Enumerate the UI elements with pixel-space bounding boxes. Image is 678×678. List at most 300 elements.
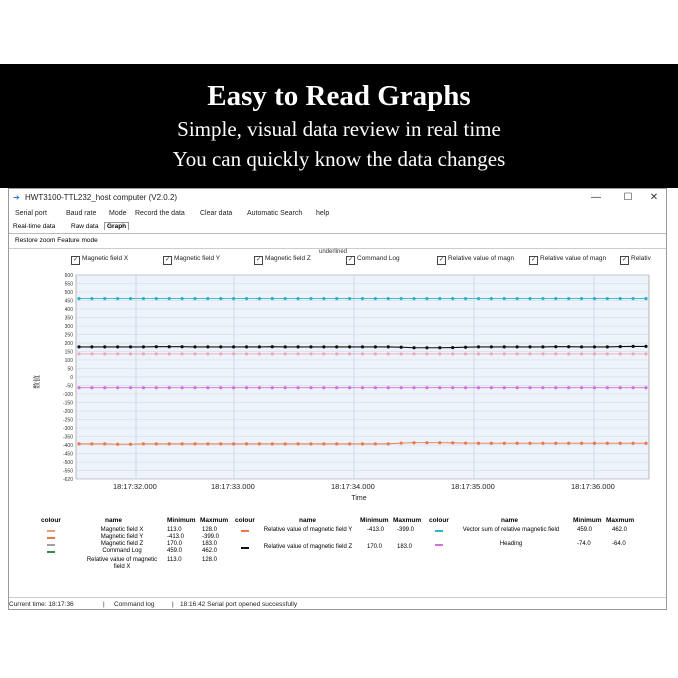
series-name: Relative value of magnetic field Z — [263, 544, 353, 550]
data-point — [206, 352, 209, 355]
y-tick-label: 250 — [64, 332, 73, 339]
data-point — [400, 441, 403, 444]
data-point — [606, 386, 609, 389]
min-value: 113.0 — [167, 527, 182, 533]
y-tick-label: -500 — [62, 460, 73, 466]
data-point — [503, 442, 506, 445]
window-title: HWT3100-TTL232_host computer (V2.0.2) — [25, 193, 178, 202]
data-point — [387, 345, 390, 348]
data-point — [632, 442, 635, 445]
data-point — [503, 297, 506, 300]
data-point — [335, 386, 338, 389]
data-point — [528, 297, 531, 300]
data-point — [361, 352, 364, 355]
data-point — [632, 352, 635, 355]
restore-zoom-option[interactable]: Restore zoom Feature mode — [15, 237, 98, 244]
data-point — [632, 345, 635, 348]
data-point — [309, 442, 312, 445]
y-tick-label: -200 — [62, 409, 73, 415]
data-point — [438, 441, 441, 444]
checkbox-icon[interactable]: ✓ — [438, 257, 445, 263]
data-point — [129, 386, 132, 389]
data-point — [296, 386, 299, 389]
colour-swatch — [241, 530, 249, 532]
data-point — [296, 352, 299, 355]
data-point — [593, 386, 596, 389]
colour-swatch — [47, 551, 55, 553]
y-tick-label: 150 — [64, 349, 73, 356]
max-value: 462.0 — [612, 527, 628, 533]
data-point — [206, 442, 209, 445]
data-point — [593, 297, 596, 300]
banner-title: Easy to Read Graphs — [207, 80, 471, 112]
data-point — [567, 442, 570, 445]
data-point — [206, 345, 209, 348]
status-bar — [9, 597, 666, 611]
colour-swatch — [47, 544, 55, 546]
status-message: 18:16:42 Serial port opened successfully — [180, 601, 298, 608]
max-value: -399.0 — [202, 534, 220, 540]
data-point — [425, 386, 428, 389]
y-tick-label: 50 — [67, 366, 73, 373]
chart-grid — [76, 275, 649, 479]
data-point — [258, 386, 261, 389]
data-point — [245, 386, 248, 389]
data-point — [554, 297, 557, 300]
menu-baud-rate[interactable]: Baud rate — [66, 210, 97, 217]
series-name: Relative value of magnetic field Y — [263, 527, 353, 533]
data-point — [438, 352, 441, 355]
data-point — [116, 443, 119, 446]
data-point — [142, 386, 145, 389]
checkbox-icon[interactable]: ✓ — [164, 257, 171, 263]
data-point — [77, 386, 80, 389]
data-point — [77, 297, 80, 300]
data-point — [503, 352, 506, 355]
data-point — [155, 386, 158, 389]
data-point — [129, 345, 132, 348]
data-point — [232, 442, 235, 445]
data-point — [361, 442, 364, 445]
x-tick-label: 18:17:36.000 — [571, 482, 615, 491]
status-separator: | — [172, 601, 174, 608]
data-point — [425, 441, 428, 444]
x-axis-label: Time — [351, 495, 367, 502]
current-time: Current time: 18:17:36 — [9, 601, 74, 608]
data-point — [168, 345, 171, 348]
minimize-button[interactable]: — — [591, 192, 601, 203]
data-point — [644, 352, 647, 355]
data-point — [503, 345, 506, 348]
toggle-magnetic-field-y[interactable]: ✓ Magnetic field Y — [164, 255, 221, 263]
data-point — [644, 442, 647, 445]
data-point — [309, 386, 312, 389]
data-point — [490, 297, 493, 300]
data-point — [503, 386, 506, 389]
data-point — [271, 352, 274, 355]
data-point — [206, 386, 209, 389]
data-point — [425, 346, 428, 349]
status-separator: | — [103, 601, 105, 608]
header-name-1: name — [105, 517, 122, 524]
close-button[interactable]: ✕ — [649, 192, 659, 203]
app-window — [8, 188, 667, 610]
data-point — [258, 442, 261, 445]
toggle-command-log[interactable]: ✓ Command Log — [347, 255, 400, 263]
data-point — [387, 442, 390, 445]
data-point — [142, 345, 145, 348]
data-point — [541, 297, 544, 300]
header-max-1: Maxmum — [200, 517, 229, 524]
data-point — [90, 386, 93, 389]
data-point — [374, 442, 377, 445]
min-value: 170.0 — [367, 544, 383, 550]
max-value: -399.0 — [397, 527, 415, 533]
series-name: Magnetic field Z — [100, 541, 144, 547]
data-point — [193, 345, 196, 348]
data-point — [193, 442, 196, 445]
data-point — [528, 345, 531, 348]
data-point — [335, 297, 338, 300]
data-point — [245, 297, 248, 300]
menu-record-data[interactable]: Record the data — [135, 210, 185, 217]
data-point — [284, 297, 287, 300]
data-point — [116, 352, 119, 355]
y-tick-label: -50 — [65, 383, 73, 390]
menu-help[interactable]: help — [316, 210, 330, 217]
maximize-button[interactable]: ☐ — [623, 192, 633, 203]
header-max-3: Maxmum — [606, 517, 635, 524]
data-point — [296, 345, 299, 348]
tab-real-time-data[interactable]: Real-time data — [13, 223, 56, 230]
data-point — [142, 297, 145, 300]
data-point — [103, 352, 106, 355]
data-point — [477, 442, 480, 445]
data-point — [374, 345, 377, 348]
series-label: underlined — [319, 249, 348, 255]
data-point — [387, 386, 390, 389]
data-point — [348, 386, 351, 389]
data-chart[interactable] — [9, 189, 666, 509]
data-point — [516, 352, 519, 355]
y-axis-label: 数值 — [33, 375, 41, 389]
toggle-magnetic-field-x[interactable]: ✓ Magnetic field X — [72, 255, 129, 263]
data-point — [168, 442, 171, 445]
data-point — [219, 386, 222, 389]
data-point — [425, 297, 428, 300]
data-point — [309, 345, 312, 348]
data-point — [180, 297, 183, 300]
data-point — [90, 297, 93, 300]
data-point — [103, 297, 106, 300]
header-min-1: Minimum — [167, 517, 196, 524]
data-point — [451, 297, 454, 300]
y-tick-label: 600 — [64, 273, 73, 279]
x-tick-label: 18:17:33.000 — [211, 482, 255, 491]
x-tick-label: 18:17:32.000 — [113, 482, 157, 491]
data-point — [451, 386, 454, 389]
x-tick-label: 18:17:35.000 — [451, 482, 495, 491]
promo-banner — [0, 64, 678, 188]
data-point — [77, 345, 80, 348]
checkbox-icon[interactable]: ✓ — [72, 257, 79, 263]
data-point — [258, 297, 261, 300]
data-point — [387, 352, 390, 355]
max-value: 183.0 — [397, 544, 413, 550]
data-point — [129, 352, 132, 355]
data-point — [580, 297, 583, 300]
data-point — [129, 443, 132, 446]
data-point — [400, 297, 403, 300]
data-point — [567, 386, 570, 389]
y-tick-label: -550 — [62, 468, 73, 475]
data-point — [77, 352, 80, 355]
data-point — [541, 352, 544, 355]
data-point — [644, 386, 647, 389]
data-point — [90, 352, 93, 355]
data-point — [90, 345, 93, 348]
data-point — [116, 297, 119, 300]
y-tick-label: -400 — [62, 443, 73, 449]
series-name: Relative value of magnetic field X — [86, 557, 158, 570]
data-point — [206, 297, 209, 300]
data-point — [271, 386, 274, 389]
max-value: 183.0 — [202, 541, 218, 547]
data-point — [335, 352, 338, 355]
min-value: 459.0 — [167, 548, 183, 554]
y-tick-label: -350 — [62, 434, 73, 441]
y-tick-label: 100 — [64, 358, 73, 364]
data-point — [258, 352, 261, 355]
header-name-3: name — [501, 517, 518, 524]
data-point — [335, 345, 338, 348]
header-colour-2: colour — [235, 517, 255, 524]
y-tick-label: -150 — [62, 400, 73, 407]
colour-swatch — [435, 530, 443, 532]
data-point — [490, 352, 493, 355]
data-point — [606, 297, 609, 300]
data-point — [516, 386, 519, 389]
toggle-magnetic-field-z[interactable]: ✓ Magnetic field Z — [255, 255, 311, 263]
data-point — [593, 442, 596, 445]
data-point — [490, 442, 493, 445]
data-point — [477, 352, 480, 355]
y-axis-ticks — [63, 273, 73, 483]
y-tick-label: 0 — [70, 375, 73, 381]
data-point — [400, 352, 403, 355]
header-min-3: Minimum — [573, 517, 602, 524]
y-tick-label: 500 — [64, 290, 73, 296]
menu-serial-port[interactable]: Serial port — [15, 210, 47, 217]
data-point — [632, 386, 635, 389]
data-point — [438, 297, 441, 300]
x-tick-label: 18:17:34.000 — [331, 482, 375, 491]
tab-raw-data[interactable]: Raw data — [71, 223, 99, 230]
checkbox-icon[interactable]: ✓ — [347, 257, 354, 263]
data-point — [412, 352, 415, 355]
data-point — [541, 442, 544, 445]
data-point — [271, 345, 274, 348]
data-point — [284, 352, 287, 355]
data-point — [180, 386, 183, 389]
data-point — [606, 442, 609, 445]
data-point — [271, 442, 274, 445]
data-point — [348, 352, 351, 355]
data-point — [296, 297, 299, 300]
series-name: Heading — [499, 541, 523, 547]
data-point — [400, 386, 403, 389]
data-point — [554, 442, 557, 445]
colour-swatch — [435, 544, 443, 546]
data-point — [155, 352, 158, 355]
data-point — [451, 352, 454, 355]
data-point — [464, 386, 467, 389]
data-point — [412, 441, 415, 444]
toggle-relative-value-3[interactable]: ✓ Relativ — [621, 255, 651, 263]
menu-clear-data[interactable]: Clear data — [200, 210, 233, 217]
data-point — [180, 352, 183, 355]
data-point — [180, 442, 183, 445]
data-point — [271, 297, 274, 300]
max-value: 128.0 — [202, 527, 218, 533]
data-point — [155, 345, 158, 348]
data-point — [90, 442, 93, 445]
toggle-relative-value-2[interactable]: ✓ Relative value of magn — [530, 255, 607, 263]
data-point — [516, 442, 519, 445]
data-point — [219, 352, 222, 355]
data-point — [567, 345, 570, 348]
data-point — [77, 442, 80, 445]
tab-graph[interactable]: Graph — [104, 222, 129, 230]
data-point — [451, 441, 454, 444]
series-name: Vector sum of relative magnetic field — [462, 527, 560, 533]
data-point — [322, 352, 325, 355]
data-point — [348, 345, 351, 348]
data-point — [490, 345, 493, 348]
data-point — [516, 297, 519, 300]
data-point — [322, 386, 325, 389]
data-point — [309, 352, 312, 355]
data-point — [116, 386, 119, 389]
command-log-label[interactable]: Command log — [114, 601, 155, 608]
y-tick-label: -450 — [62, 451, 73, 458]
data-point — [619, 345, 622, 348]
series-name: Command Log — [102, 548, 142, 554]
min-value: -413.0 — [367, 527, 385, 533]
data-point — [322, 297, 325, 300]
menu-automatic-search[interactable]: Automatic Search — [247, 210, 303, 217]
data-point — [477, 345, 480, 348]
data-point — [193, 352, 196, 355]
data-point — [245, 442, 248, 445]
data-point — [374, 386, 377, 389]
data-point — [541, 386, 544, 389]
data-point — [232, 352, 235, 355]
data-point — [335, 442, 338, 445]
y-tick-label: 550 — [64, 281, 73, 288]
data-point — [554, 352, 557, 355]
menu-mode[interactable]: Mode — [109, 210, 127, 217]
data-point — [464, 346, 467, 349]
max-value: 128.0 — [202, 557, 218, 563]
checkbox-icon[interactable]: ✓ — [621, 257, 628, 263]
data-point — [580, 345, 583, 348]
data-point — [464, 297, 467, 300]
data-point — [619, 386, 622, 389]
min-value: 459.0 — [577, 527, 593, 533]
data-point — [168, 297, 171, 300]
data-point — [412, 346, 415, 349]
y-tick-label: 200 — [64, 341, 73, 347]
data-point — [374, 297, 377, 300]
series-name: Magnetic field Y — [100, 534, 144, 540]
data-point — [116, 345, 119, 348]
data-point — [528, 352, 531, 355]
min-value: -413.0 — [167, 534, 185, 540]
data-point — [619, 442, 622, 445]
data-point — [567, 297, 570, 300]
banner-subtitle-2: You can quickly know the data changes — [172, 147, 506, 171]
data-point — [168, 352, 171, 355]
app-icon: ➔ — [13, 193, 20, 202]
toggle-relative-value-1[interactable]: ✓ Relative value of magn — [438, 255, 515, 263]
data-point — [632, 297, 635, 300]
data-point — [554, 386, 557, 389]
data-point — [361, 386, 364, 389]
data-point — [451, 346, 454, 349]
series-name: Magnetic field X — [100, 527, 144, 533]
data-point — [412, 297, 415, 300]
data-point — [322, 442, 325, 445]
max-value: 462.0 — [202, 548, 218, 554]
data-point — [103, 386, 106, 389]
y-tick-label: 300 — [64, 324, 73, 330]
colour-swatch — [241, 547, 249, 549]
data-point — [103, 345, 106, 348]
y-tick-label: 350 — [64, 315, 73, 322]
data-point — [438, 346, 441, 349]
data-point — [400, 346, 403, 349]
data-point — [193, 386, 196, 389]
header-min-2: Minimum — [360, 517, 389, 524]
data-point — [258, 345, 261, 348]
data-point — [284, 442, 287, 445]
data-point — [593, 352, 596, 355]
data-point — [193, 297, 196, 300]
y-tick-label: 450 — [64, 298, 73, 305]
data-point — [477, 386, 480, 389]
colour-swatch — [47, 530, 55, 532]
data-point — [580, 386, 583, 389]
checkbox-icon[interactable]: ✓ — [530, 257, 537, 263]
data-point — [528, 386, 531, 389]
data-point — [348, 442, 351, 445]
data-point — [580, 352, 583, 355]
header-colour-1: colour — [41, 517, 61, 524]
data-point — [374, 352, 377, 355]
y-tick-label: -100 — [62, 392, 73, 398]
min-value: 113.0 — [167, 557, 182, 563]
colour-swatch — [47, 537, 55, 539]
data-point — [245, 352, 248, 355]
data-point — [425, 352, 428, 355]
data-point — [490, 386, 493, 389]
data-point — [464, 352, 467, 355]
checkbox-icon[interactable]: ✓ — [255, 257, 262, 263]
y-tick-label: -250 — [62, 417, 73, 424]
data-point — [387, 297, 390, 300]
data-point — [103, 442, 106, 445]
